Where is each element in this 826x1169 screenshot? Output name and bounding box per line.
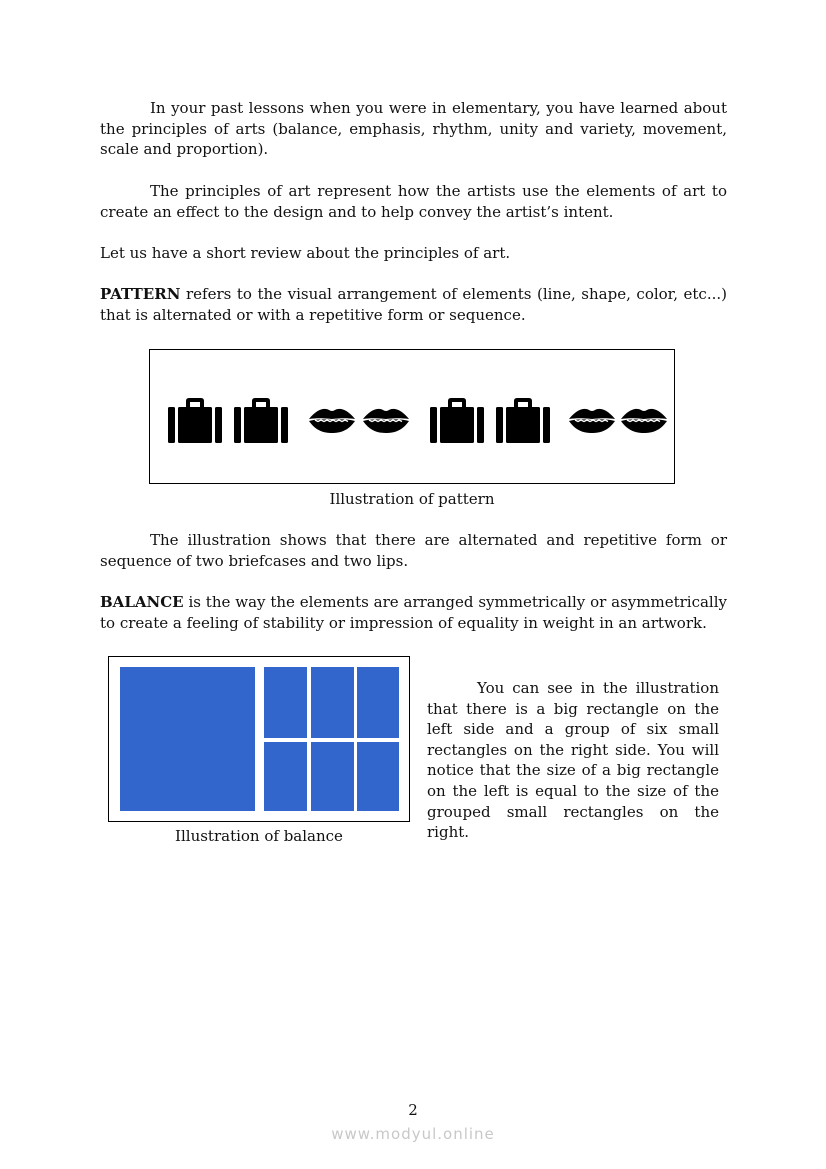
pattern-illustration	[149, 349, 675, 484]
briefcase-icon	[234, 397, 288, 443]
briefcase-icon	[496, 397, 550, 443]
balance-caption: Illustration of balance	[175, 827, 343, 845]
watermark: www.modyul.online	[331, 1125, 495, 1143]
small-rectangle	[264, 667, 307, 738]
pattern-definition-text: refers to the visual arrangement of elements (line, shape, color, etc...) that is alternated or with a repetitive form or sequence.	[100, 285, 727, 324]
intro-paragraph-2: The principles of art represent how the artists use the elements of art to create an effect to the design and to help convey the artist’s intent.	[100, 182, 727, 221]
lips-icon	[568, 406, 616, 434]
lips-icon	[362, 406, 410, 434]
briefcase-icon	[430, 397, 484, 443]
balance-term: BALANCE	[100, 593, 184, 611]
lips-icon	[308, 406, 356, 434]
small-rectangle	[357, 667, 399, 738]
balance-explanation: You can see in the illustration that there is a big rectangle on the left side and a group of six small rectangles on the right side. You will notice that the size of a big rectangle on the left is equal to the size of the grouped small rectangles on the right.	[427, 679, 719, 842]
pattern-term: PATTERN	[100, 285, 181, 303]
intro-paragraph-1: In your past lessons when you were in elementary, you have learned about the principles of arts (balance, emphasis, rhythm, unity and variety, movement, scale and proportion).	[100, 99, 727, 159]
small-rectangle	[357, 742, 399, 811]
small-rectangle	[311, 667, 354, 738]
lips-icon	[620, 406, 668, 434]
small-rectangle	[311, 742, 354, 811]
page-number: 2	[408, 1101, 418, 1119]
balance-definition	[100, 592, 727, 633]
intro-paragraph-3: Let us have a short review about the principles of art.	[100, 244, 511, 262]
briefcase-icon	[168, 397, 222, 443]
balance-illustration	[108, 656, 410, 822]
big-rectangle	[120, 667, 255, 811]
pattern-definition	[100, 284, 727, 325]
pattern-explanation: The illustration shows that there are alternated and repetitive form or sequence of two briefcases and two lips.	[100, 531, 727, 570]
balance-definition-text: is the way the elements are arranged symmetrically or asymmetrically to create a feeling of stability or impression of equality in weight in an artwork.	[100, 593, 727, 632]
small-rectangle	[264, 742, 307, 811]
pattern-caption: Illustration of pattern	[329, 490, 495, 508]
